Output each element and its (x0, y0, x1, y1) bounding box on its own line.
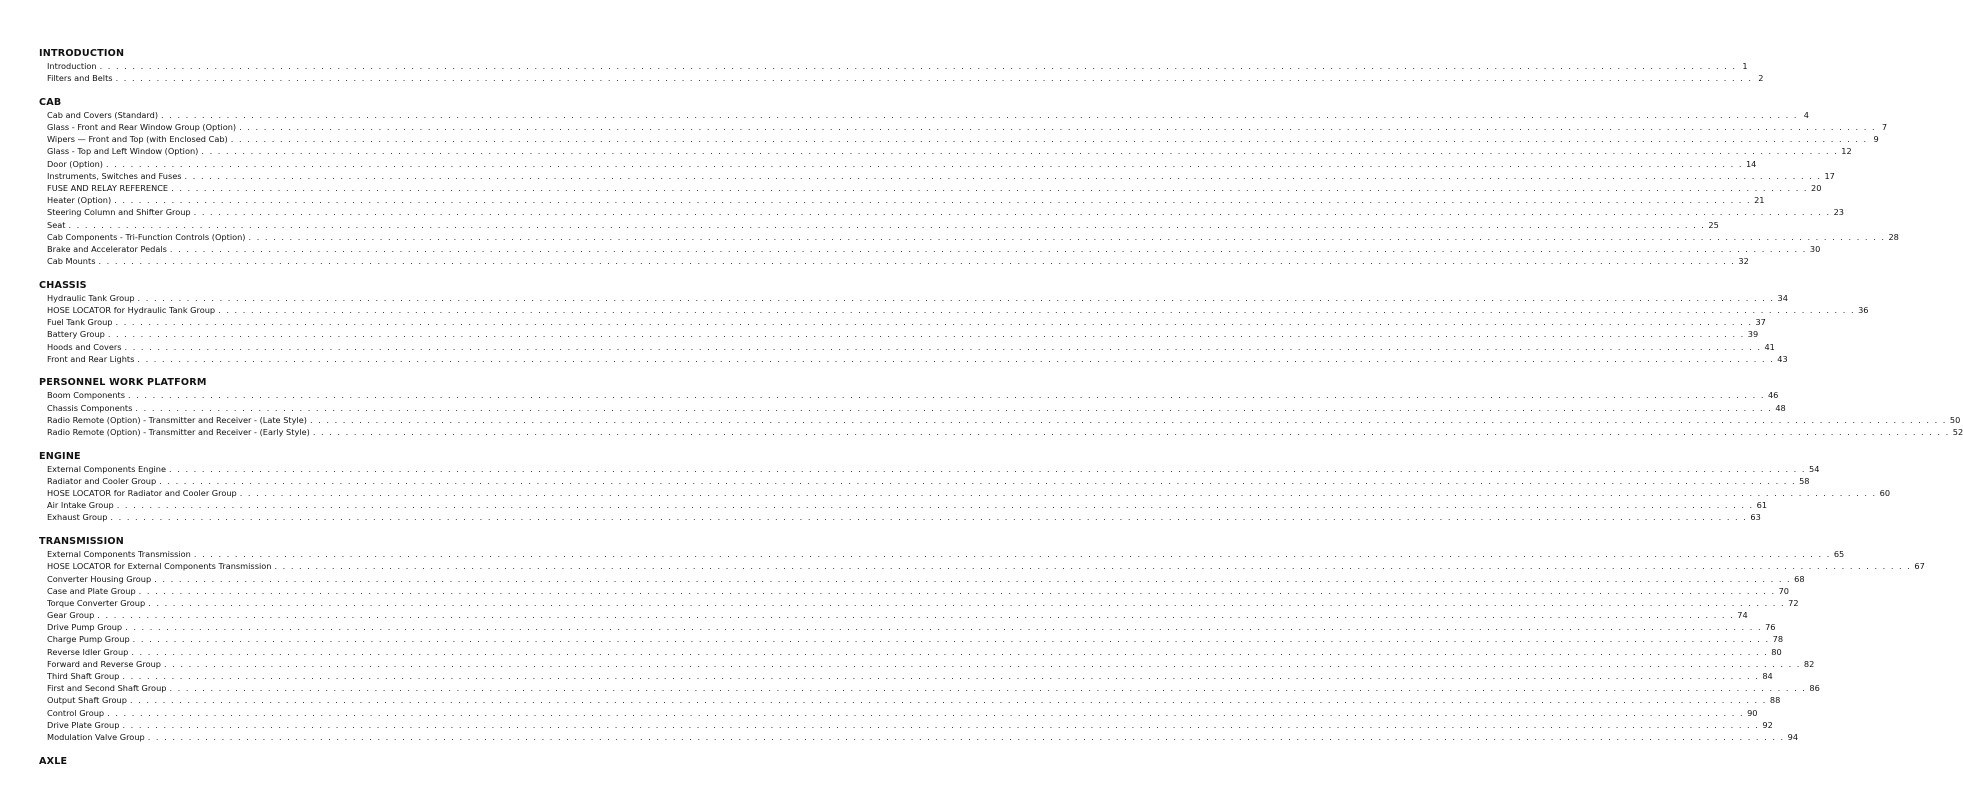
toc-entry[interactable] (39, 487, 1891, 499)
entry-label: Torque Converter Group (47, 597, 146, 608)
toc-section (39, 755, 585, 769)
toc-entry[interactable] (39, 585, 1790, 597)
toc-section (39, 279, 1869, 365)
dot-leader: . . . . . . . . . . . . . . . . . . . . . . . . . . . . . . . . . . . . . . . . . . . . . . . . . . . . . . . . . . . . . . . . . . . . . . . . . . . . . . . . . . . . . . . . . . . . . . . . . . . . . . . . . . . . . . . . . . . . . . . . . . . . . . . . . . . . . . . . . . . . . . . . . . . . . . . . . . . . . . . . . . . . . . . . . . . . . . . . . . . . . . . . . . . . . . . . . . . . . . . . (125, 622, 1763, 633)
toc-section (39, 450, 1891, 524)
entry-page-number: 94 (1787, 731, 1799, 742)
entry-page-number: 23 (1833, 207, 1844, 218)
dot-leader: . . . . . . . . . . . . . . . . . . . . . . . . . . . . . . . . . . . . . . . . . . . . . . . . . . . . . . . . . . . . . . . . . . . . . . . . . . . . . . . . . . . . . . . . . . . . . . . . . . . . . . . . . . . . . . . . . . . . . . . . . . . . . . . . . . . . . . . . . . . . . . . . . . . . . . . . . . . . . . . . . . . . . . . . . . . . . . . . . . . . . . . . . . . . . . . . . . . . . . . . (161, 109, 1798, 120)
entry-page-number: 61 (1756, 500, 1768, 511)
entry-page-number: 2 (1758, 73, 1764, 84)
dot-leader: . . . . . . . . . . . . . . . . . . . . . . . . . . . . . . . . . . . . . . . . . . . . . . . . . . . . . . . . . . . . . . . . . . . . . . . . . . . . . . . . . . . . . . . . . . . . . . . . . . . . . . . . . . . . . . . . . . . . . . . . . . . . . . . . . . . . . . . . . . . . . . . . . . . . . . . . . . . . . . . . . . . . . . . . . . . . . . . . . . . . . . . . . . . . . . . . . . . . . . . . (106, 158, 1743, 169)
dot-leader: . . . . . . . . . . . . . . . . . . . . . . . . . . . . . . . . . . . . . . . . . . . . . . . . . . . . . . . . . . . . . . . . . . . . . . . . . . . . . . . . . . . . . . . . . . . . . . . . . . . . . . . . . . . . . . . . . . . . . . . . . . . . . . . . . . . . . . . . . . . . . . . . . . . . . . . . . . . . . . . . . . . . . . . . . . . . . . . . . . . . . . . . . . . . . . . . . . . . . . . . (110, 512, 1748, 523)
entry-page-number: 17 (1824, 170, 1835, 181)
entry-label: Chassis Components (47, 402, 133, 413)
entry-label: Drive Pump Group (47, 622, 123, 633)
entry-label: FUSE AND RELAY REFERENCE (47, 183, 169, 193)
dot-leader: . . . . . . . . . . . . . . . . . . . . . . . . . . . . . . . . . . . . . . . . . . . . . . . . . . . . . . . . . . . . . . . . . . . . . . . . . . . . . . . . . . . . . . . . . . . . . . . . . . . . . . . . . . . . . . . . . . . . . . . . . . . . . . . . . . . . . . . . . . . . . . . . . . . . . . . . . . . . . . . . . . . . . . . . . . . . . . . . . . . . . . . . . . . . . . . . . . . . . . . . (169, 463, 1806, 474)
dot-leader: . . . . . . . . . . . . . . . . . . . . . . . . . . . . . . . . . . . . . . . . . . . . . . . . . . . . . . . . . . . . . . . . . . . . . . . . . . . . . . . . . . . . . . . . . . . . . . . . . . . . . . . . . . . . . . . . . . . . . . . . . . . . . . . . . . . . . . . . . . . . . . . . . . . . . . . . . . . . . . . . . . . . . . . . . . . . . . . . . . . . . . . . . . . . . . . . . . . . . . . . (169, 683, 1807, 694)
dot-leader: . . . . . . . . . . . . . . . . . . . . . . . . . . . . . . . . . . . . . . . . . . . . . . . . . . . . . . . . . . . . . . . . . . . . . . . . . . . . . . . . . . . . . . . . . . . . . . . . . . . . . . . . . . . . . . . . . . . . . . . . . . . . . . . . . . . . . . . . . . . . . . . . . . . . . . . . . . . . . . . . . . . . . . . . . . . . . . . . . . . . . . . . . . . . . . . . . . . . . . . . (239, 488, 1877, 499)
dot-leader: . . . . . . . . . . . . . . . . . . . . . . . . . . . . . . . . . . . . . . . . . . . . . . . . . . . . . . . . . . . . . . . . . . . . . . . . . . . . . . . . . . . . . . . . . . . . . . . . . . . . . . . . . . . . . . . . . . . . . . . . . . . . . . . . . . . . . . . . . . . . . . . . . . . . . . . . . . . . . . . . . . . . . . . . . . . . . . . . . . . . . . . . . . . . . . . . . . . . . . . . (163, 658, 1801, 669)
entry-label: Hydraulic Tank Group (47, 292, 135, 303)
entry-label: Door (Option) (47, 158, 104, 169)
entry-label: Hoods and Covers (47, 341, 122, 352)
entry-label: HOSE LOCATOR for External Components Transmission (47, 561, 272, 572)
entry-label: Instruments, Switches and Fuses (47, 170, 182, 181)
toc-section (39, 535, 1925, 743)
dot-leader: . . . . . . . . . . . . . . . . . . . . . . . . . . . . . . . . . . . . . . . . . . . . . . . . . . . . . . . . . . . . . . . . . . . . . . . . . . . . . . . . . . . . . . . . . . . . . . . . . . . . . . . . . . . . . . . . . . . . . . . . . . . . . . . . . . . . . . . . . . . . . . . . . . . . . . . . . . . . . . . . . . . . . . . . . . . . . . . . . . . . . . . . . . . . . . . . . . . . . . . . (132, 634, 1770, 645)
dot-leader: . . . . . . . . . . . . . . . . . . . . . . . . . . . . . . . . . . . . . . . . . . . . . . . . . . . . . . . . . . . . . . . . . . . . . . . . . . . . . . . . . . . . . . . . . . . . . . . . . . . . . . . . . . . . . . . . . . . . . . . . . . . . . . . . . . . . . . . . . . . . . . . . . . . . . . . . . . . . . . . . . . . . . . . . . . . . . . . . . . . . . . . . . . . . . . . . . . . . . . . . (154, 573, 1792, 584)
dot-leader: . . . . . . . . . . . . . . . . . . . . . . . . . . . . . . . . . . . . . . . . . . . . . . . . . . . . . . . . . . . . . . . . . . . . . . . . . . . . . . . . . . . . . . . . . . . . . . . . . . . . . . . . . . . . . . . . . . . . . . . . . . . . . . . . . . . . . . . . . . . . . . . . . . . . . . . . . . . . . . . . . . . . . . . . . . . . . . . . . . . . . . . . . . . . . . . . . . . . . . . . (124, 341, 1762, 352)
entry-page-number: 58 (1799, 475, 1810, 486)
dot-leader: . . . . . . . . . . . . . . . . . . . . . . . . . . . . . . . . . . . . . . . . . . . . . . . . . . . . . . . . . . . . . . . . . . . . . . . . . . . . . . . . . . . . . . . . . . . . . . . . . . . . . . . . . . . . . . . . . . . . . . . . . . . . . . . . . . . . . . . . . . . . . . . . . . . . . . . . . . . . . . . . . . . . . . . . . . . . . . . . . . . . . . . . . . . . . . . . . . . . . . . . (137, 353, 1775, 364)
toc-entry[interactable] (39, 719, 1773, 731)
toc-entry[interactable] (39, 341, 1775, 353)
dot-leader: . . . . . . . . . . . . . . . . . . . . . . . . . . . . . . . . . . . . . . . . . . . . . . . . . . . . . . . . . . . . . . . . . . . . . . . . . . . . . . . . . . . . . . . . . . . . . . . . . . . . . . . . . . . . . . . . . . . . . . . . . . . . . . . . . . . . . . . . . . . . . . . . . . . . . . . . . . . . . . . . . . . . . . . . . . . . . . . . . . . . . . . . . . . . . . . . . . . . . . . . (193, 207, 1831, 218)
toc-entry[interactable] (39, 511, 1761, 523)
entry-page-number: 82 (1803, 658, 1815, 669)
dot-leader: . . . . . . . . . . . . . . . . . . . . . . . . . . . . . . . . . . . . . . . . . . . . . . . . . . . . . . . . . . . . . . . . . . . . . . . . . . . . . . . . . . . . . . . . . . . . . . . . . . . . . . . . . . . . . . . . . . . . . . . . . . . . . . . . . . . . . . . . . . . . . . . . . . . . . . . . . . . . . . . . . . . . . . . . . . . . . . . . . . . . . . . . . . . . . . . . . . . . . . . . (122, 719, 1760, 730)
toc-entry[interactable] (39, 621, 1776, 633)
entry-page-number: 39 (1747, 329, 1759, 340)
entry-page-number: 12 (1841, 146, 1852, 157)
toc-section (39, 96, 1899, 267)
entry-label: Output Shaft Group (47, 695, 127, 706)
entry-page-number: 92 (1762, 719, 1773, 730)
entry-label: Air Intake Group (47, 500, 114, 511)
entry-label: Modulation Valve Group (47, 731, 145, 742)
entry-page-number: 14 (1745, 158, 1757, 169)
entry-page-number: 43 (1777, 353, 1788, 364)
entry-page-number: 70 (1778, 585, 1790, 596)
toc-entry[interactable] (39, 573, 1805, 585)
entry-label: Cab Components - Tri-Function Controls (Option) (47, 231, 246, 242)
toc-entry[interactable] (39, 231, 1899, 243)
toc-entry[interactable] (39, 609, 1748, 621)
dot-leader: . . . . . . . . . . . . . . . . . . . . . . . . . . . . . . . . . . . . . . . . . . . . . . . . . . . . . . . . . . . . . . . . . . . . . . . . . . . . . . . . . . . . . . . . . . . . . . . . . . . . . . . . . . . . . . . . . . . . . . . . . . . . . . . . . . . . . . . . . . . . . . . . . . . . . . . . . . . . . . . . . . . . . . . . . . . . . . . . . . . . . . . . . . . . . . . . . . . . . . . . (135, 402, 1773, 413)
dot-leader: . . . . . . . . . . . . . . . . . . . . . . . . . . . . . . . . . . . . . . . . . . . . . . . . . . . . . . . . . . . . . . . . . . . . . . . . . . . . . . . . . . . . . . . . . . . . . . . . . . . . . . . . . . . . . . . . . . . . . . . . . . . . . . . . . . . . . . . . . . . . . . . . . . . . . . . . . . . . . . . . . . . . . . . . . . . . . . . . . . . . . . . . . . . . . . . . . . . . . . . . (115, 317, 1753, 328)
table-of-contents (39, 47, 1963, 768)
toc-entry[interactable] (39, 72, 1764, 84)
entry-page-number: 25 (1708, 219, 1719, 230)
dot-leader: . . . . . . . . . . . . . . . . . . . . . . . . . . . . . . . . . . . . . . . . . . . . . . . . . . . . . . . . . . . . . . . . . . . . . . . . . . . . . . . . . . . . . . . . . . . . . . . . . . . . . . . . . . . . . . . . . . . . . . . . . . . . . . . . . . . . . . . . . . . . . . . . . . . . . . . . . . . . . . . . . . . . . . . . . . . . . . . . . . . . . . . . . . . . . . . . . . . . . . . . (230, 134, 1868, 145)
entry-label: Radio Remote (Option) - Transmitter and Receiver - (Early Style) (47, 427, 310, 437)
entry-label: Fuel Tank Group (47, 317, 113, 328)
entry-page-number: 50 (1949, 414, 1961, 425)
toc-entry[interactable] (39, 731, 1799, 743)
dot-leader: . . . . . . . . . . . . . . . . . . . . . . . . . . . . . . . . . . . . . . . . . . . . . . . . . . . . . . . . . . . . . . . . . . . . . . . . . . . . . . . . . . . . . . . . . . . . . . . . . . . . . . . . . . . . . . . . . . . . . . . . . . . . . . . . . . . . . . . . . . . . . . . . . . . . . . . . . . . . . . . . . . . . . . . . . . . . . . . . . . . . . . . . . . . . . . . . . . . . . . . . (169, 243, 1807, 254)
dot-leader: . . . . . . . . . . . . . . . . . . . . . . . . . . . . . . . . . . . . . . . . . . . . . . . . . . . . . . . . . . . . . . . . . . . . . . . . . . . . . . . . . . . . . . . . . . . . . . . . . . . . . . . . . . . . . . . . . . . . . . . . . . . . . . . . . . . . . . . . . . . . . . . . . . . . . . . . . . . . . . . . . . . . . . . . . . . . . . . . . . . . . . . . . . . . . . . . . . . . . . . . (98, 256, 1736, 267)
entry-page-number: 74 (1737, 610, 1748, 621)
dot-leader: . . . . . . . . . . . . . . . . . . . . . . . . . . . . . . . . . . . . . . . . . . . . . . . . . . . . . . . . . . . . . . . . . . . . . . . . . . . . . . . . . . . . . . . . . . . . . . . . . . . . . . . . . . . . . . . . . . . . . . . . . . . . . . . . . . . . . . . . . . . . . . . . . . . . . . . . . . . . . . . . . . . . . . . . . . . . . . . . . . . . . . . . . . . . . . . . . . . . . . . . (239, 122, 1877, 133)
entry-page-number: 32 (1738, 256, 1749, 267)
toc-entry[interactable] (39, 133, 1879, 145)
entry-label: Converter Housing Group (47, 573, 152, 584)
section-title: PERSONNEL WORK PLATFORM (39, 377, 207, 389)
dot-leader: . . . . . . . . . . . . . . . . . . . . . . . . . . . . . . . . . . . . . . . . . . . . . . . . . . . . . . . . . . . . . . . . . . . . . . . . . . . . . . . . . . . . . . . . . . . . . . . . . . . . . . . . . . . . . . . . . . . . . . . . . . . . . . . . . . . . . . . . . . . . . . . . . . . . . . . . . . . . . . . . . . . . . . . . . . . . . . . . . . . . . . . . . . . . . . . . . . . . . . . . (128, 390, 1765, 401)
toc-entry[interactable] (39, 170, 1835, 182)
toc-entry[interactable] (39, 707, 1758, 719)
entry-page-number: 9 (1873, 134, 1879, 145)
entry-label: Heater (Option) (47, 195, 112, 206)
dot-leader: . . . . . . . . . . . . . . . . . . . . . . . . . . . . . . . . . . . . . . . . . . . . . . . . . . . . . . . . . . . . . . . . . . . . . . . . . . . . . . . . . . . . . . . . . . . . . . . . . . . . . . . . . . . . . . . . . . . . . . . . . . . . . . . . . . . . . . . . . . . . . . . . . . . . . . . . . . . . . . . . . . . . . . . . . . . . . . . . . . . . . . . . . . . . . . . . . . . . . . . . (115, 73, 1753, 84)
entry-page-number: 34 (1777, 292, 1788, 303)
toc-entry[interactable] (39, 414, 1961, 426)
entry-page-number: 60 (1879, 488, 1891, 499)
entry-page-number: 52 (1952, 427, 1963, 437)
section-title: TRANSMISSION (39, 536, 124, 548)
entry-page-number: 65 (1833, 549, 1845, 560)
toc-entry[interactable] (39, 182, 1822, 194)
entry-label: Reverse Idler Group (47, 646, 129, 657)
entry-page-number: 37 (1755, 317, 1766, 328)
entry-page-number: 80 (1771, 646, 1782, 657)
toc-entry[interactable] (39, 646, 1782, 658)
entry-page-number: 63 (1750, 512, 1761, 523)
toc-entry[interactable] (39, 292, 1788, 304)
dot-leader: . . . . . . . . . . . . . . . . . . . . . . . . . . . . . . . . . . . . . . . . . . . . . . . . . . . . . . . . . . . . . . . . . . . . . . . . . . . . . . . . . . . . . . . . . . . . . . . . . . . . . . . . . . . . . . . . . . . . . . . . . . . . . . . . . . . . . . . . . . . . . . . . . . . . . . . . . . . . . . . . . . . . . . . . . . . . . . . . . . . . . . . . . . . . . . . . . . . . . . . . (148, 597, 1786, 608)
dot-leader: . . . . . . . . . . . . . . . . . . . . . . . . . . . . . . . . . . . . . . . . . . . . . . . . . . . . . . . . . . . . . . . . . . . . . . . . . . . . . . . . . . . . . . . . . . . . . . . . . . . . . . . . . . . . . . . . . . . . . . . . . . . . . . . . . . . . . . . . . . . . . . . . . . . . . . . . . . . . . . . . . . . . . . . . . . . . . . . . . . . . . . . . . . . . . . . . . . . . . . . . (129, 695, 1767, 706)
entry-page-number: 90 (1747, 707, 1758, 718)
entry-label: Charge Pump Group (47, 634, 130, 645)
toc-entry[interactable] (39, 158, 1757, 170)
entry-label: Cab and Covers (Standard) (47, 109, 159, 120)
toc-entry[interactable] (39, 255, 1749, 267)
dot-leader: . . . . . . . . . . . . . . . . . . . . . . . . . . . . . . . . . . . . . . . . . . . . . . . . . . . . . . . . . . . . . . . . . . . . . . . . . . . . . . . . . . . . . . . . . . . . . . . . . . . . . . . . . . . . . . . . . . . . . . . . . . . . . . . . . . . . . . . . . . . . . . . . . . . . . . . . . . . . . . . . . . . . . . . . . . . . . . . . . . . . . . . . . . . . . . . . . . . . . . . . (218, 305, 1856, 315)
entry-label: External Components Transmission (47, 549, 191, 560)
toc-entry[interactable] (39, 560, 1925, 572)
entry-page-number: 84 (1762, 671, 1773, 681)
toc-entry[interactable] (39, 658, 1815, 670)
toc-section (39, 376, 1963, 438)
toc-entry[interactable] (39, 682, 1820, 694)
dot-leader: . . . . . . . . . . . . . . . . . . . . . . . . . . . . . . . . . . . . . . . . . . . . . . . . . . . . . . . . . . . . . . . . . . . . . . . . . . . . . . . . . . . . . . . . . . . . . . . . . . . . . . . . . . . . . . . . . . . . . . . . . . . . . . . . . . . . . . . . . . . . . . . . . . . . . . . . . . . . . . . . . . . . . . . . . . . . . . . . . . . . . . . . . . . . . . . . . . . . . . . . (201, 146, 1839, 157)
toc-section (39, 47, 1764, 84)
entry-page-number: 76 (1765, 622, 1776, 633)
entry-label: Third Shaft Group (47, 671, 120, 681)
entry-page-number: 30 (1809, 243, 1821, 254)
dot-leader: . . . . . . . . . . . . . . . . . . . . . . . . . . . . . . . . . . . . . . . . . . . . . . . . . . . . . . . . . . . . . . . . . . . . . . . . . . . . . . . . . . . . . . . . . . . . . . . . . . . . . . . . . . . . . . . . . . . . . . . . . . . . . . . . . . . . . . . . . . . . . . . . . . . . . . . . . . . . . . . . . . . . . . . . . . . . . . . . . . . . . . . . . . . . . . . . . . . . . . . . (68, 219, 1706, 230)
dot-leader: . . . . . . . . . . . . . . . . . . . . . . . . . . . . . . . . . . . . . . . . . . . . . . . . . . . . . . . . . . . . . . . . . . . . . . . . . . . . . . . . . . . . . . . . . . . . . . . . . . . . . . . . . . . . . . . . . . . . . . . . . . . . . . . . . . . . . . . . . . . . . . . . . . . . . . . . . . . . . . . . . . . . . . . . . . . . . . . . . . . . . . . . . . . . . . . . . . . . . . . . (97, 610, 1735, 621)
dot-leader: . . . . . . . . . . . . . . . . . . . . . . . . . . . . . . . . . . . . . . . . . . . . . . . . . . . . . . . . . . . . . . . . . . . . . . . . . . . . . . . . . . . . . . . . . . . . . . . . . . . . . . . . . . . . . . . . . . . . . . . . . . . . . . . . . . . . . . . . . . . . . . . . . . . . . . . . . . . . . . . . . . . . . . . . . . . . . . . . . . . . . . . . . . . . . . . . . . . . . . . . (107, 707, 1745, 718)
entry-label: Radiator and Cooler Group (47, 475, 157, 486)
dot-leader: . . . . . . . . . . . . . . . . . . . . . . . . . . . . . . . . . . . . . . . . . . . . . . . . . . . . . . . . . . . . . . . . . . . . . . . . . . . . . . . . . . . . . . . . . . . . . . . . . . . . . . . . . . . . . . . . . . . . . . . . . . . . . . . . . . . . . . . . . . . . . . . . . . . . . . . . . . . . . . . . . . . . . . . . . . . . . . . . . . . . . . . . . . . . . . . . . . . . . . . . (114, 195, 1752, 206)
entry-label: Gear Group (47, 610, 95, 621)
entry-page-number: 54 (1808, 463, 1820, 474)
toc-entry[interactable] (39, 206, 1844, 218)
entry-label: Boom Components (47, 390, 126, 401)
dot-leader: . . . . . . . . . . . . . . . . . . . . . . . . . . . . . . . . . . . . . . . . . . . . . . . . . . . . . . . . . . . . . . . . . . . . . . . . . . . . . . . . . . . . . . . . . . . . . . . . . . . . . . . . . . . . . . . . . . . . . . . . . . . . . . . . . . . . . . . . . . . . . . . . . . . . . . . . . . . . . . . . . . . . . . . . . . . . . . . . . . . . . . . . . . . . . . . . . . . . . . . . (122, 671, 1760, 681)
entry-page-number: 4 (1803, 109, 1809, 120)
entry-page-number: 67 (1914, 561, 1925, 572)
entry-page-number: 46 (1767, 390, 1779, 401)
entry-label: Drive Plate Group (47, 719, 120, 730)
entry-label: HOSE LOCATOR for Radiator and Cooler Group (47, 488, 237, 499)
entry-label: Cab Mounts (47, 256, 96, 267)
dot-leader: . . . . . . . . . . . . . . . . . . . . . . . . . . . . . . . . . . . . . . . . . . . . . . . . . . . . . . . . . . . . . . . . . . . . . . . . . . . . . . . . . . . . . . . . . . . . . . . . . . . . . . . . . . . . . . . . . . . . . . . . . . . . . . . . . . . . . . . . . . . . . . . . . . . . . . . . . . . . . . . . . . . . . . . . . . . . . . . . . . . . . . . . . . . . . . . . . . . . . . . . (274, 561, 1912, 572)
entry-label: HOSE LOCATOR for Hydraulic Tank Group (47, 305, 216, 315)
entry-label: Glass - Top and Left Window (Option) (47, 146, 199, 157)
dot-leader: . . . . . . . . . . . . . . . . . . . . . . . . . . . . . . . . . . . . . . . . . . . . . . . . . . . . . . . . . . . . . . . . . . . . . . . . . . . . . . . . . . . . . . . . . . . . . . . . . . . . . . . . . . . . . . . . . . . . . . . . . . . . . . . . . . . . . . . . . . . . . . . . . . . . . . . . . . . . . . . . . . . . . . . . . . . . . . . . . . . . . . . . . . . . . . . . . . . . . . . . (248, 231, 1886, 242)
toc-entry[interactable] (39, 109, 1809, 121)
entry-label: Radio Remote (Option) - Transmitter and Receiver - (Late Style) (47, 414, 307, 425)
toc-entry[interactable] (39, 670, 1773, 682)
entry-label: Case and Plate Group (47, 585, 136, 596)
entry-label: Forward and Reverse Group (47, 658, 161, 669)
toc-entry[interactable] (39, 328, 1759, 340)
entry-page-number: 68 (1794, 573, 1805, 584)
toc-entry[interactable] (39, 60, 1748, 72)
entry-label: Steering Column and Shifter Group (47, 207, 191, 218)
toc-entry[interactable] (39, 219, 1719, 231)
toc-entry[interactable] (39, 426, 1963, 438)
section-title: AXLE (39, 755, 68, 767)
entry-label: Glass - Front and Rear Window Group (Option) (47, 122, 237, 133)
entry-label: Wipers — Front and Top (with Enclosed Cab) (47, 134, 228, 145)
toc-entry[interactable] (39, 548, 1845, 560)
entry-page-number: 20 (1811, 183, 1822, 193)
entry-page-number: 78 (1772, 634, 1784, 645)
entry-label: Filters and Belts (47, 73, 113, 84)
dot-leader: . . . . . . . . . . . . . . . . . . . . . . . . . . . . . . . . . . . . . . . . . . . . . . . . . . . . . . . . . . . . . . . . . . . . . . . . . . . . . . . . . . . . . . . . . . . . . . . . . . . . . . . . . . . . . . . . . . . . . . . . . . . . . . . . . . . . . . . . . . . . . . . . . . . . . . . . . . . . . . . . . . . . . . . . . . . . . . . . . . . . . . . . . . . . . . . . . . . . . . . . (138, 585, 1776, 596)
entry-page-number: 48 (1775, 402, 1786, 413)
toc-entry[interactable] (39, 353, 1788, 365)
entry-page-number: 1 (1742, 61, 1748, 71)
toc-entry[interactable] (39, 389, 1779, 401)
entry-label: Control Group (47, 707, 105, 718)
dot-leader: . . . . . . . . . . . . . . . . . . . . . . . . . . . . . . . . . . . . . . . . . . . . . . . . . . . . . . . . . . . . . . . . . . . . . . . . . . . . . . . . . . . . . . . . . . . . . . . . . . . . . . . . . . . . . . . . . . . . . . . . . . . . . . . . . . . . . . . . . . . . . . . . . . . . . . . . . . . . . . . . . . . . . . . . . . . . . . . . . . . . . . . . . . . . . . . . . . . . . . . . (312, 427, 1950, 437)
entry-page-number: 28 (1888, 231, 1899, 242)
entry-page-number: 36 (1858, 305, 1869, 315)
toc-entry[interactable] (39, 304, 1869, 316)
entry-label: Front and Rear Lights (47, 353, 135, 364)
entry-label: External Components Engine (47, 463, 167, 474)
dot-leader: . . . . . . . . . . . . . . . . . . . . . . . . . . . . . . . . . . . . . . . . . . . . . . . . . . . . . . . . . . . . . . . . . . . . . . . . . . . . . . . . . . . . . . . . . . . . . . . . . . . . . . . . . . . . . . . . . . . . . . . . . . . . . . . . . . . . . . . . . . . . . . . . . . . . . . . . . . . . . . . . . . . . . . . . . . . . . . . . . . . . . . . . . . . . . . . . . . . . . . . . (171, 183, 1809, 193)
toc-entry[interactable] (39, 121, 1888, 133)
entry-label: Introduction (47, 61, 97, 71)
dot-leader: . . . . . . . . . . . . . . . . . . . . . . . . . . . . . . . . . . . . . . . . . . . . . . . . . . . . . . . . . . . . . . . . . . . . . . . . . . . . . . . . . . . . . . . . . . . . . . . . . . . . . . . . . . . . . . . . . . . . . . . . . . . . . . . . . . . . . . . . . . . . . . . . . . . . . . . . . . . . . . . . . . . . . . . . . . . . . . . . . . . . . . . . . . . . . . . . . . . . . . . . (147, 731, 1785, 742)
section-title: ENGINE (39, 450, 81, 462)
dot-leader: . . . . . . . . . . . . . . . . . . . . . . . . . . . . . . . . . . . . . . . . . . . . . . . . . . . . . . . . . . . . . . . . . . . . . . . . . . . . . . . . . . . . . . . . . . . . . . . . . . . . . . . . . . . . . . . . . . . . . . . . . . . . . . . . . . . . . . . . . . . . . . . . . . . . . . . . . . . . . . . . . . . . . . . . . . . . . . . . . . . . . . . . . . . . . . . . . . . . . . . . (131, 646, 1769, 657)
toc-entry[interactable] (39, 597, 1799, 609)
toc-entry[interactable] (39, 475, 1810, 487)
dot-leader: . . . . . . . . . . . . . . . . . . . . . . . . . . . . . . . . . . . . . . . . . . . . . . . . . . . . . . . . . . . . . . . . . . . . . . . . . . . . . . . . . . . . . . . . . . . . . . . . . . . . . . . . . . . . . . . . . . . . . . . . . . . . . . . . . . . . . . . . . . . . . . . . . . . . . . . . . . . . . . . . . . . . . . . . . . . . . . . . . . . . . . . . . . . . . . . . . . . . . . . . (159, 475, 1797, 486)
dot-leader: . . . . . . . . . . . . . . . . . . . . . . . . . . . . . . . . . . . . . . . . . . . . . . . . . . . . . . . . . . . . . . . . . . . . . . . . . . . . . . . . . . . . . . . . . . . . . . . . . . . . . . . . . . . . . . . . . . . . . . . . . . . . . . . . . . . . . . . . . . . . . . . . . . . . . . . . . . . . . . . . . . . . . . . . . . . . . . . . . . . . . . . . . . . . . . . . . . . . . . . . (99, 61, 1737, 71)
section-title: CAB (39, 96, 62, 108)
entry-page-number: 88 (1769, 695, 1781, 706)
entry-page-number: 86 (1809, 683, 1820, 694)
entry-label: Exhaust Group (47, 512, 108, 523)
toc-entry[interactable] (39, 145, 1852, 157)
toc-entry[interactable] (39, 194, 1765, 206)
toc-entry[interactable] (39, 243, 1821, 255)
toc-entry[interactable] (39, 694, 1781, 706)
entry-label: Seat (47, 219, 66, 230)
entry-label: Brake and Accelerator Pedals (47, 243, 167, 254)
dot-leader: . . . . . . . . . . . . . . . . . . . . . . . . . . . . . . . . . . . . . . . . . . . . . . . . . . . . . . . . . . . . . . . . . . . . . . . . . . . . . . . . . . . . . . . . . . . . . . . . . . . . . . . . . . . . . . . . . . . . . . . . . . . . . . . . . . . . . . . . . . . . . . . . . . . . . . . . . . . . . . . . . . . . . . . . . . . . . . . . . . . . . . . . . . . . . . . . . . . . . . . . (309, 414, 1947, 425)
toc-entry[interactable] (39, 499, 1768, 511)
toc-entry[interactable] (39, 633, 1784, 645)
entry-page-number: 7 (1881, 122, 1888, 133)
dot-leader: . . . . . . . . . . . . . . . . . . . . . . . . . . . . . . . . . . . . . . . . . . . . . . . . . . . . . . . . . . . . . . . . . . . . . . . . . . . . . . . . . . . . . . . . . . . . . . . . . . . . . . . . . . . . . . . . . . . . . . . . . . . . . . . . . . . . . . . . . . . . . . . . . . . . . . . . . . . . . . . . . . . . . . . . . . . . . . . . . . . . . . . . . . . . . . . . . . . . . . . . (193, 549, 1831, 560)
entry-page-number: 21 (1754, 195, 1765, 206)
section-title: INTRODUCTION (39, 48, 125, 59)
dot-leader: . . . . . . . . . . . . . . . . . . . . . . . . . . . . . . . . . . . . . . . . . . . . . . . . . . . . . . . . . . . . . . . . . . . . . . . . . . . . . . . . . . . . . . . . . . . . . . . . . . . . . . . . . . . . . . . . . . . . . . . . . . . . . . . . . . . . . . . . . . . . . . . . . . . . . . . . . . . . . . . . . . . . . . . . . . . . . . . . . . . . . . . . . . . . . . . . . . . . . . . . (137, 292, 1775, 303)
section-title: CHASSIS (39, 279, 87, 291)
entry-page-number: 72 (1788, 597, 1799, 608)
dot-leader: . . . . . . . . . . . . . . . . . . . . . . . . . . . . . . . . . . . . . . . . . . . . . . . . . . . . . . . . . . . . . . . . . . . . . . . . . . . . . . . . . . . . . . . . . . . . . . . . . . . . . . . . . . . . . . . . . . . . . . . . . . . . . . . . . . . . . . . . . . . . . . . . . . . . . . . . . . . . . . . . . . . . . . . . . . . . . . . . . . . . . . . . . . . . . . . . . . . . . . . . (116, 500, 1754, 511)
toc-entry[interactable] (39, 402, 1786, 414)
toc-entry[interactable] (39, 463, 1820, 475)
entry-page-number: 41 (1764, 341, 1775, 352)
dot-leader: . . . . . . . . . . . . . . . . . . . . . . . . . . . . . . . . . . . . . . . . . . . . . . . . . . . . . . . . . . . . . . . . . . . . . . . . . . . . . . . . . . . . . . . . . . . . . . . . . . . . . . . . . . . . . . . . . . . . . . . . . . . . . . . . . . . . . . . . . . . . . . . . . . . . . . . . . . . . . . . . . . . . . . . . . . . . . . . . . . . . . . . . . . . . . . . . . . . . . . . . (184, 170, 1822, 181)
entry-label: Battery Group (47, 329, 105, 340)
toc-entry[interactable] (39, 316, 1766, 328)
entry-label: First and Second Shaft Group (47, 683, 167, 694)
dot-leader: . . . . . . . . . . . . . . . . . . . . . . . . . . . . . . . . . . . . . . . . . . . . . . . . . . . . . . . . . . . . . . . . . . . . . . . . . . . . . . . . . . . . . . . . . . . . . . . . . . . . . . . . . . . . . . . . . . . . . . . . . . . . . . . . . . . . . . . . . . . . . . . . . . . . . . . . . . . . . . . . . . . . . . . . . . . . . . . . . . . . . . . . . . . . . . . . . . . . . . . . (107, 329, 1745, 340)
